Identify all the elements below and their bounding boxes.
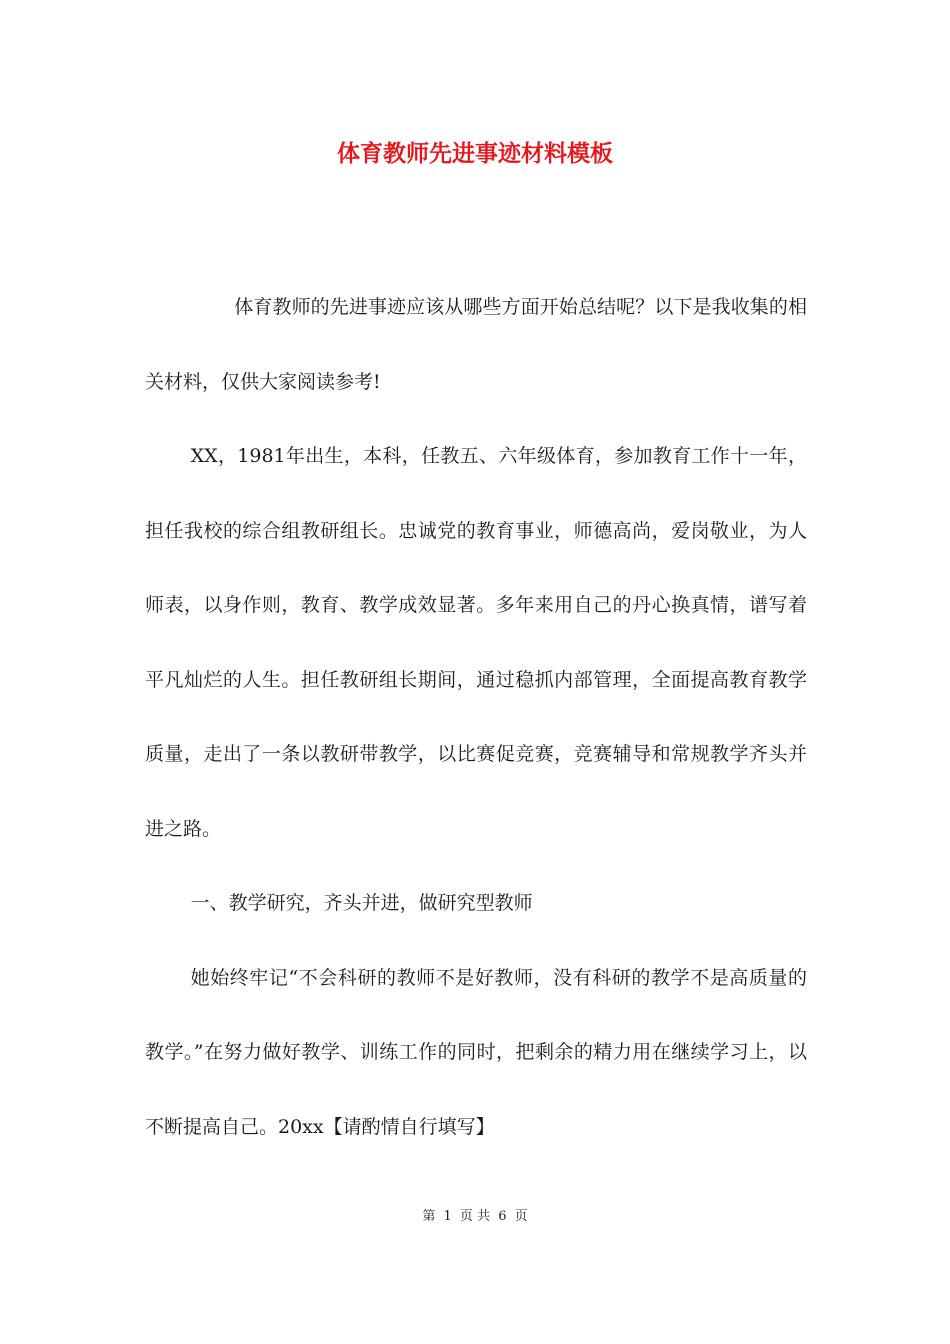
footer-label-pages: 页: [514, 1209, 528, 1224]
footer-current-page: 1: [443, 1209, 452, 1224]
research-paragraph: 她始终牢记“不会科研的教师不是好教师，没有科研的教学不是高质量的教学。”在努力做好教学、训练工作的同时，把剩余的精力用在继续学习上，以不断提高自己。20xx【请酌情自行填写】: [145, 966, 807, 1138]
footer-label-page: 第: [422, 1209, 436, 1224]
footer-label-of: 页 共: [459, 1209, 491, 1224]
profile-paragraph: XX，1981年出生，本科，任教五、六年级体育，参加教育工作十一年，担任我校的综合组教研组长。忠诚党的教育事业，师德高尚，爱岗敬业，为人师表，以身作则，教育、教学成效显著。多年来用自己的丹心换真情，谱写着平凡灿烂的人生。担任教研组长期间，通过稳抓内部管理，全面提高教育教学质量，走出了一条以教研带教学，以比赛促竞赛，竞赛辅导和常规教学齐头并进之路。: [145, 445, 807, 840]
document-body: [145, 270, 807, 1164]
page-footer: [0, 1207, 950, 1227]
footer-total-pages: 6: [498, 1209, 507, 1224]
section-heading: 一、教学研究，齐头并进，做研究型教师: [190, 892, 533, 914]
intro-paragraph: 体育教师的先进事迹应该从哪些方面开始总结呢？以下是我收集的相关材料，仅供大家阅读参考!: [145, 296, 807, 393]
page-title: 体育教师先进事迹材料模板: [337, 140, 613, 167]
